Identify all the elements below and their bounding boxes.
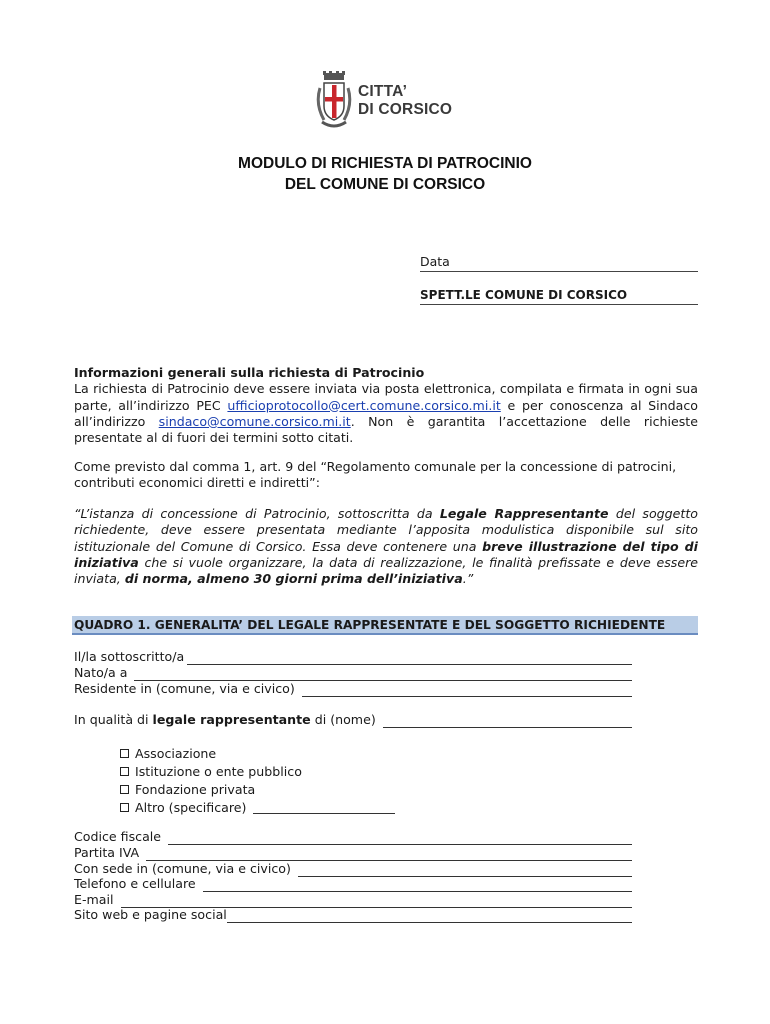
info-text-a: La richiesta di Patrocinio deve essere inviata via posta elettronica, compilata e firmata in ogni sua parte, all’indirizzo PEC	[74, 381, 698, 413]
email-field[interactable]	[74, 892, 632, 908]
sede-label: Con sede in (comune, via e civico)	[74, 861, 295, 876]
codice-fiscale-label: Codice fiscale	[74, 829, 166, 844]
quote-part-5: che si vuole organizzare, la data di realizzazione, le finalità prefissate e deve essere inviata,	[74, 554, 698, 587]
logo-line-1: CITTA’	[358, 83, 408, 100]
document-title	[0, 153, 770, 195]
partita-iva-input[interactable]	[146, 848, 632, 861]
qualita-field[interactable]	[74, 712, 632, 728]
recipient-field	[420, 287, 698, 305]
altro-input[interactable]	[253, 801, 395, 814]
title-line-1: MODULO DI RICHIESTA DI PATROCINIO	[238, 155, 532, 172]
codice-fiscale-input[interactable]	[168, 832, 632, 845]
info-text-b: e per conoscenza al Sindaco all’indirizzo	[74, 397, 698, 429]
residente-label: Residente in (comune, via e civico)	[74, 681, 299, 696]
sede-field[interactable]	[74, 861, 632, 877]
regulation-reference: Come previsto dal comma 1, art. 9 del “Regolamento comunale per la concessione di patrocini, contributi economici diretti e indiretti”:	[74, 459, 677, 491]
option-label: Associazione	[135, 746, 217, 761]
quote-part-6: di norma, almeno 30 giorni prima dell’iniziativa	[124, 571, 463, 587]
option-label: Istituzione o ente pubblico	[135, 764, 302, 779]
nato-label: Nato/a a	[74, 665, 132, 680]
checkbox-icon[interactable]	[120, 785, 129, 794]
quote-part-4: breve illustrazione del tipo di iniziativa	[74, 538, 698, 570]
residente-input[interactable]	[302, 684, 632, 697]
telefono-field[interactable]	[74, 876, 632, 892]
quote-part-2: Legale Rappresentante	[439, 506, 609, 521]
codice-fiscale-field[interactable]	[74, 829, 632, 845]
info-heading: Informazioni generali sulla richiesta di Patrocinio	[74, 365, 425, 380]
telefono-input[interactable]	[203, 879, 632, 892]
sottoscritto-label: Il/la sottoscritto/a	[74, 649, 185, 664]
checkbox-icon[interactable]	[120, 803, 129, 812]
quote-part-7: .”	[462, 571, 474, 587]
qualita-label-a: In qualità di	[74, 712, 153, 727]
checkbox-icon[interactable]	[120, 749, 129, 758]
pec-email-link[interactable]: ufficioprotocollo@cert.comune.corsico.mi.it	[227, 397, 501, 413]
nato-field[interactable]	[74, 665, 632, 681]
info-text-c: . Non è garantita l’accettazione delle richieste presentate al di fuori dei termini sotto citati.	[74, 413, 698, 446]
nato-input[interactable]	[134, 668, 632, 681]
email-label: E-mail	[74, 892, 118, 907]
sito-input[interactable]	[227, 910, 632, 923]
sito-label: Sito web e pagine social	[74, 907, 227, 922]
date-label: Data	[420, 254, 450, 269]
info-section	[74, 365, 698, 446]
option-altro[interactable]	[120, 799, 395, 816]
partita-iva-field[interactable]	[74, 845, 632, 861]
date-field[interactable]	[420, 254, 698, 272]
regulation-quote	[74, 506, 698, 587]
option-label: Fondazione privata	[135, 782, 256, 797]
option-fondazione[interactable]	[120, 781, 255, 798]
qualita-label-b: legale rappresentante	[152, 712, 311, 727]
partita-iva-label: Partita IVA	[74, 845, 144, 860]
sottoscritto-field[interactable]	[74, 649, 632, 665]
qualita-label-c: di (nome)	[310, 712, 380, 727]
city-logo	[314, 70, 452, 132]
option-associazione[interactable]	[120, 745, 216, 762]
checkbox-icon[interactable]	[120, 767, 129, 776]
recipient-label: SPETT.LE COMUNE DI CORSICO	[420, 288, 628, 302]
sindaco-email-link[interactable]: sindaco@comune.corsico.mi.it	[158, 413, 351, 429]
logo-line-2: DI CORSICO	[358, 101, 453, 118]
telefono-label: Telefono e cellulare	[74, 876, 200, 891]
sito-field[interactable]	[74, 907, 632, 923]
info-paragraph	[74, 381, 698, 446]
sottoscritto-input[interactable]	[187, 652, 632, 665]
coat-of-arms-icon	[314, 70, 354, 132]
residente-field[interactable]	[74, 681, 632, 697]
quote-part-1: “L’istanza di concessione di Patrocinio, sottoscritta da	[74, 506, 440, 521]
qualita-input[interactable]	[383, 715, 632, 728]
option-istituzione[interactable]	[120, 763, 302, 780]
quote-part-3: del soggetto richiedente, deve essere presentata mediante l’apposita modulistica disponibile sul sito istituzionale del Comune di Corsico. Essa deve contenere una	[74, 506, 698, 554]
quadro-1-header: QUADRO 1. GENERALITA’ DEL LEGALE RAPPRESENTATE E DEL SOGGETTO RICHIEDENTE	[72, 616, 698, 635]
option-label: Altro (specificare)	[135, 800, 251, 815]
title-line-2: DEL COMUNE DI CORSICO	[284, 176, 486, 193]
